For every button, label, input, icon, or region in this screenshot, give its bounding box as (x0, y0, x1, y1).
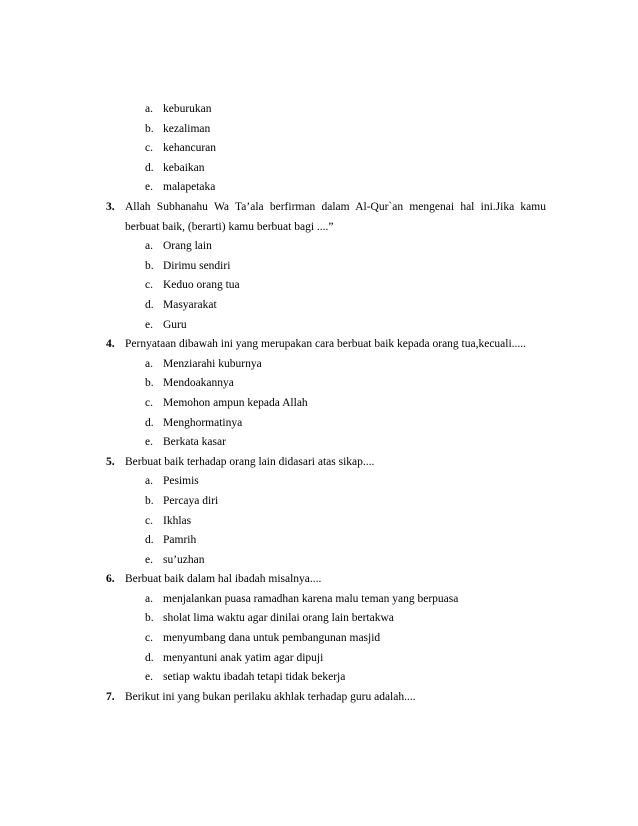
question-number: 3. (106, 201, 115, 213)
question-5 (106, 453, 546, 571)
option-letter: b. (145, 612, 154, 625)
question-text-line1: Allah Subhanahu Wa Ta’ala berfirman dalam Al-Qur`an mengenai hal ini.Jika kamu (125, 201, 546, 213)
option-text: Masyarakat (163, 298, 217, 311)
option-item (145, 649, 546, 669)
option-letter: e. (145, 436, 153, 449)
option-letter: b. (145, 377, 154, 390)
option-item (145, 316, 546, 336)
question-header (106, 453, 546, 473)
option-item (145, 590, 546, 610)
question-header (106, 570, 546, 590)
option-item (145, 120, 216, 140)
option-letter: e. (145, 181, 153, 194)
option-text: Dirimu sendiri (163, 259, 231, 272)
option-item (145, 257, 546, 277)
option-letter: e. (145, 553, 153, 566)
option-text: Menghormatinya (163, 416, 243, 429)
option-item (145, 355, 546, 375)
option-item (145, 433, 546, 453)
option-letter: a. (145, 592, 153, 605)
question-number: 6. (106, 573, 115, 586)
option-letter: a. (145, 357, 153, 370)
question-header (106, 335, 546, 355)
question-text-line2: berbuat baik, (berarti) kamu berbuat bagi ....” (125, 220, 334, 233)
option-letter: a. (145, 240, 153, 253)
option-item (145, 531, 546, 551)
option-item (145, 237, 546, 257)
option-letter: d. (145, 298, 154, 311)
option-letter: c. (145, 396, 153, 409)
option-text: Berkata kasar (163, 436, 226, 449)
option-letter: d. (145, 416, 154, 429)
option-text: Memohon ampun kepada Allah (163, 396, 308, 409)
option-item (145, 668, 546, 688)
option-text: Ikhlas (163, 514, 192, 527)
option-letter: b. (145, 494, 154, 507)
option-letter: c. (145, 632, 153, 645)
question-list (106, 198, 546, 707)
question-text: Berikut ini yang bukan perilaku akhlak terhadap guru adalah.... (125, 690, 416, 703)
option-text: Keduo orang tua (163, 279, 240, 292)
question-text: Berbuat baik terhadap orang lain didasari atas sikap.... (125, 455, 375, 468)
option-letter: e. (145, 671, 153, 684)
option-text: Guru (163, 318, 187, 331)
option-letter: c. (145, 279, 153, 292)
option-item (145, 374, 546, 394)
option-letter: b. (145, 122, 154, 135)
question-options (106, 355, 546, 453)
option-text: kehancuran (163, 142, 216, 155)
option-item (145, 472, 546, 492)
option-text: Orang lain (163, 240, 212, 253)
option-text: Menziarahi kuburnya (163, 357, 262, 370)
option-item (145, 178, 216, 198)
option-letter: e. (145, 318, 153, 331)
question-options (106, 472, 546, 570)
option-text: su’uzhan (163, 553, 205, 566)
option-text: menyantuni anak yatim agar dipuji (163, 651, 324, 664)
option-item (145, 629, 546, 649)
option-text: Percaya diri (163, 494, 219, 507)
option-item (145, 296, 546, 316)
option-item (145, 512, 546, 532)
option-text: kebaikan (163, 161, 205, 174)
option-letter: d. (145, 651, 154, 664)
option-text: menyumbang dana untuk pembangunan masjid (163, 632, 381, 645)
carry-over-options (145, 100, 216, 198)
option-text: menjalankan puasa ramadhan karena malu teman yang berpuasa (163, 592, 459, 605)
question-text: Berbuat baik dalam hal ibadah misalnya.... (125, 573, 322, 586)
option-text: sholat lima waktu agar dinilai orang lain bertakwa (163, 612, 394, 625)
option-text: Pesimis (163, 475, 199, 488)
option-text: Pamrih (163, 534, 197, 547)
option-item (145, 394, 546, 414)
option-item (145, 492, 546, 512)
option-item (145, 414, 546, 434)
option-letter: d. (145, 161, 154, 174)
question-text (125, 198, 546, 237)
option-letter: c. (145, 514, 153, 527)
question-header (106, 198, 546, 237)
option-text: kezaliman (163, 122, 211, 135)
option-letter: d. (145, 534, 154, 547)
question-number: 7. (106, 690, 115, 703)
question-number: 4. (106, 338, 115, 351)
question-6 (106, 570, 546, 688)
question-header (106, 688, 546, 708)
option-item (145, 609, 546, 629)
question-text: Pernyataan dibawah ini yang merupakan cara berbuat baik kepada orang tua,kecuali..... (125, 338, 527, 351)
option-letter: b. (145, 259, 154, 272)
option-item (145, 139, 216, 159)
option-item (145, 276, 546, 296)
question-options (106, 237, 546, 335)
question-number: 5. (106, 455, 115, 468)
question-3 (106, 198, 546, 335)
option-text: malapetaka (163, 181, 216, 194)
option-text: keburukan (163, 103, 212, 115)
option-text: setiap waktu ibadah tetapi tidak bekerja (163, 671, 346, 684)
option-letter: a. (145, 103, 153, 115)
option-letter: c. (145, 142, 153, 155)
option-item (145, 159, 216, 179)
question-4 (106, 335, 546, 453)
option-text: Mendoakannya (163, 377, 234, 390)
question-options (106, 590, 546, 688)
question-7 (106, 688, 546, 708)
option-item (145, 551, 546, 571)
option-item (145, 100, 216, 120)
option-letter: a. (145, 475, 153, 488)
